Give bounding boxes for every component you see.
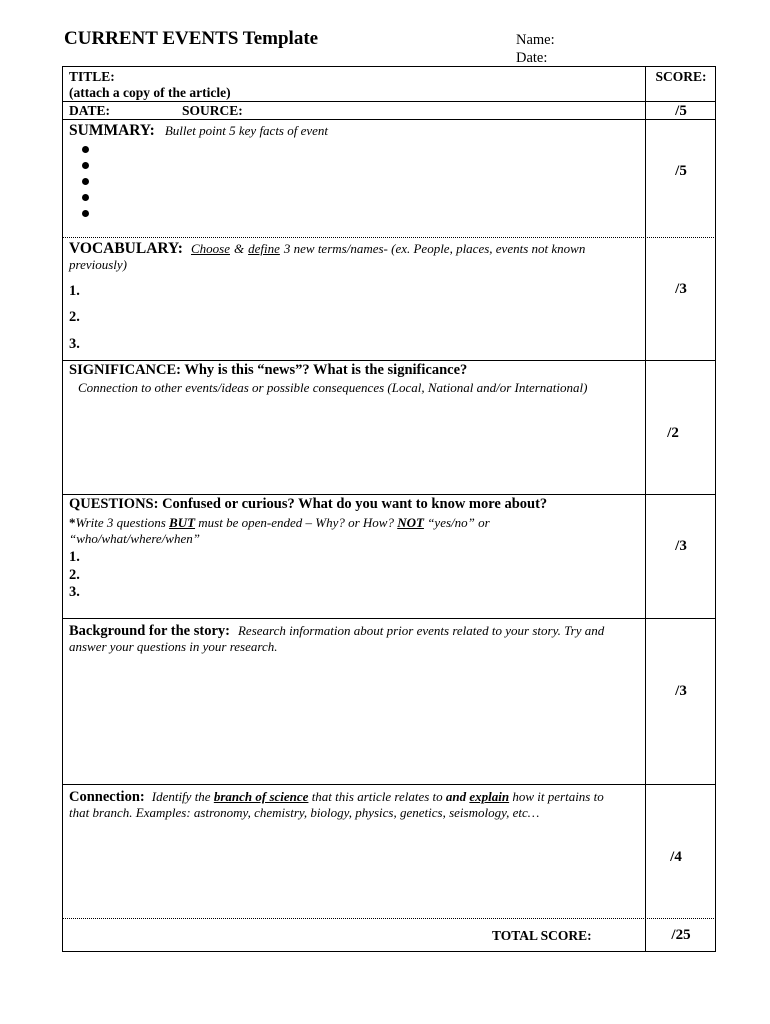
connection-heading-row bbox=[69, 788, 604, 806]
connection-score: /4 bbox=[670, 849, 682, 865]
vocabulary-choose: Choose bbox=[190, 241, 230, 256]
divider bbox=[62, 618, 716, 619]
total-score-label: TOTAL SCORE: bbox=[492, 928, 592, 943]
divider bbox=[62, 119, 716, 120]
vocabulary-amp: & bbox=[233, 241, 245, 256]
significance-score: /2 bbox=[667, 425, 679, 441]
summary-score: /5 bbox=[675, 163, 687, 179]
divider bbox=[62, 360, 716, 361]
bullet-point bbox=[82, 146, 89, 153]
name-label: Name: bbox=[516, 32, 555, 48]
summary-heading-row bbox=[69, 122, 328, 140]
attach-note: (attach a copy of the article) bbox=[69, 85, 231, 100]
vocabulary-instruction-line2: previously) bbox=[69, 257, 127, 272]
date-field-label: DATE: bbox=[69, 103, 111, 118]
divider bbox=[62, 494, 716, 495]
title-label: TITLE: bbox=[69, 69, 115, 84]
questions-instruction-line2: “who/what/where/when” bbox=[69, 531, 200, 546]
title-score: /5 bbox=[675, 103, 687, 119]
source-field-label: SOURCE: bbox=[182, 103, 243, 118]
connection-instr-b: that this article relates to bbox=[308, 789, 446, 804]
vocabulary-define: define bbox=[248, 241, 280, 256]
questions-instruction bbox=[69, 515, 490, 531]
bullet-point bbox=[82, 162, 89, 169]
questions-instr-c: “yes/no” or bbox=[423, 515, 490, 530]
questions-instr-a: Write 3 questions bbox=[75, 515, 170, 530]
date-label: Date: bbox=[516, 50, 548, 66]
questions-but: BUT bbox=[169, 515, 196, 530]
vocab-item-1: 1. bbox=[69, 283, 80, 299]
connection-instr-c: how it pertains to bbox=[509, 789, 604, 804]
score-header: SCORE: bbox=[655, 69, 707, 84]
significance-heading: SIGNIFICANCE: Why is this “news”? What is the significance? bbox=[69, 362, 468, 378]
questions-instr-b: must be open-ended – Why? or How? bbox=[195, 515, 398, 530]
divider bbox=[62, 784, 716, 785]
background-instruction-line2: answer your questions in your research. bbox=[69, 639, 278, 654]
question-item-3: 3. bbox=[69, 584, 80, 600]
connection-instr-a: Identify the bbox=[151, 789, 214, 804]
bullet-point bbox=[82, 210, 89, 217]
bullet-point bbox=[82, 178, 89, 185]
questions-score: /3 bbox=[675, 538, 687, 554]
connection-explain: explain bbox=[469, 789, 510, 804]
score-column-divider bbox=[645, 66, 646, 952]
divider bbox=[62, 918, 716, 919]
significance-subtext: Connection to other events/ideas or possible consequences (Local, National and/or International) bbox=[78, 380, 588, 395]
total-score: /25 bbox=[671, 927, 691, 943]
vocab-item-2: 2. bbox=[69, 309, 80, 325]
bullet-point bbox=[82, 194, 89, 201]
vocabulary-instruction: 3 new terms/names- (ex. People, places, events not known bbox=[283, 241, 586, 256]
questions-heading: QUESTIONS: Confused or curious? What do you want to know more about? bbox=[69, 496, 548, 512]
questions-star: * bbox=[69, 515, 76, 530]
vocabulary-heading-row bbox=[69, 240, 585, 258]
background-score: /3 bbox=[675, 683, 687, 699]
question-item-1: 1. bbox=[69, 549, 80, 565]
background-heading: Background for the story: bbox=[69, 623, 230, 639]
background-instruction: Research information about prior events related to your story. Try and bbox=[237, 623, 605, 638]
connection-heading: Connection: bbox=[69, 789, 145, 805]
questions-not: NOT bbox=[397, 515, 424, 530]
divider bbox=[62, 101, 716, 102]
vocabulary-score: /3 bbox=[675, 281, 687, 297]
vocabulary-heading: VOCABULARY: bbox=[69, 240, 183, 257]
background-heading-row bbox=[69, 622, 604, 640]
summary-heading: SUMMARY: bbox=[69, 122, 155, 139]
connection-instruction-line2: that branch. Examples: astronomy, chemistry, biology, physics, genetics, seismology, etc… bbox=[69, 805, 540, 820]
question-item-2: 2. bbox=[69, 567, 80, 583]
summary-instruction: Bullet point 5 key facts of event bbox=[164, 123, 329, 138]
connection-branch: branch of science bbox=[213, 789, 309, 804]
connection-and: and bbox=[445, 789, 467, 804]
page-title: CURRENT EVENTS Template bbox=[64, 28, 319, 49]
vocab-item-3: 3. bbox=[69, 336, 80, 352]
divider bbox=[62, 237, 716, 238]
